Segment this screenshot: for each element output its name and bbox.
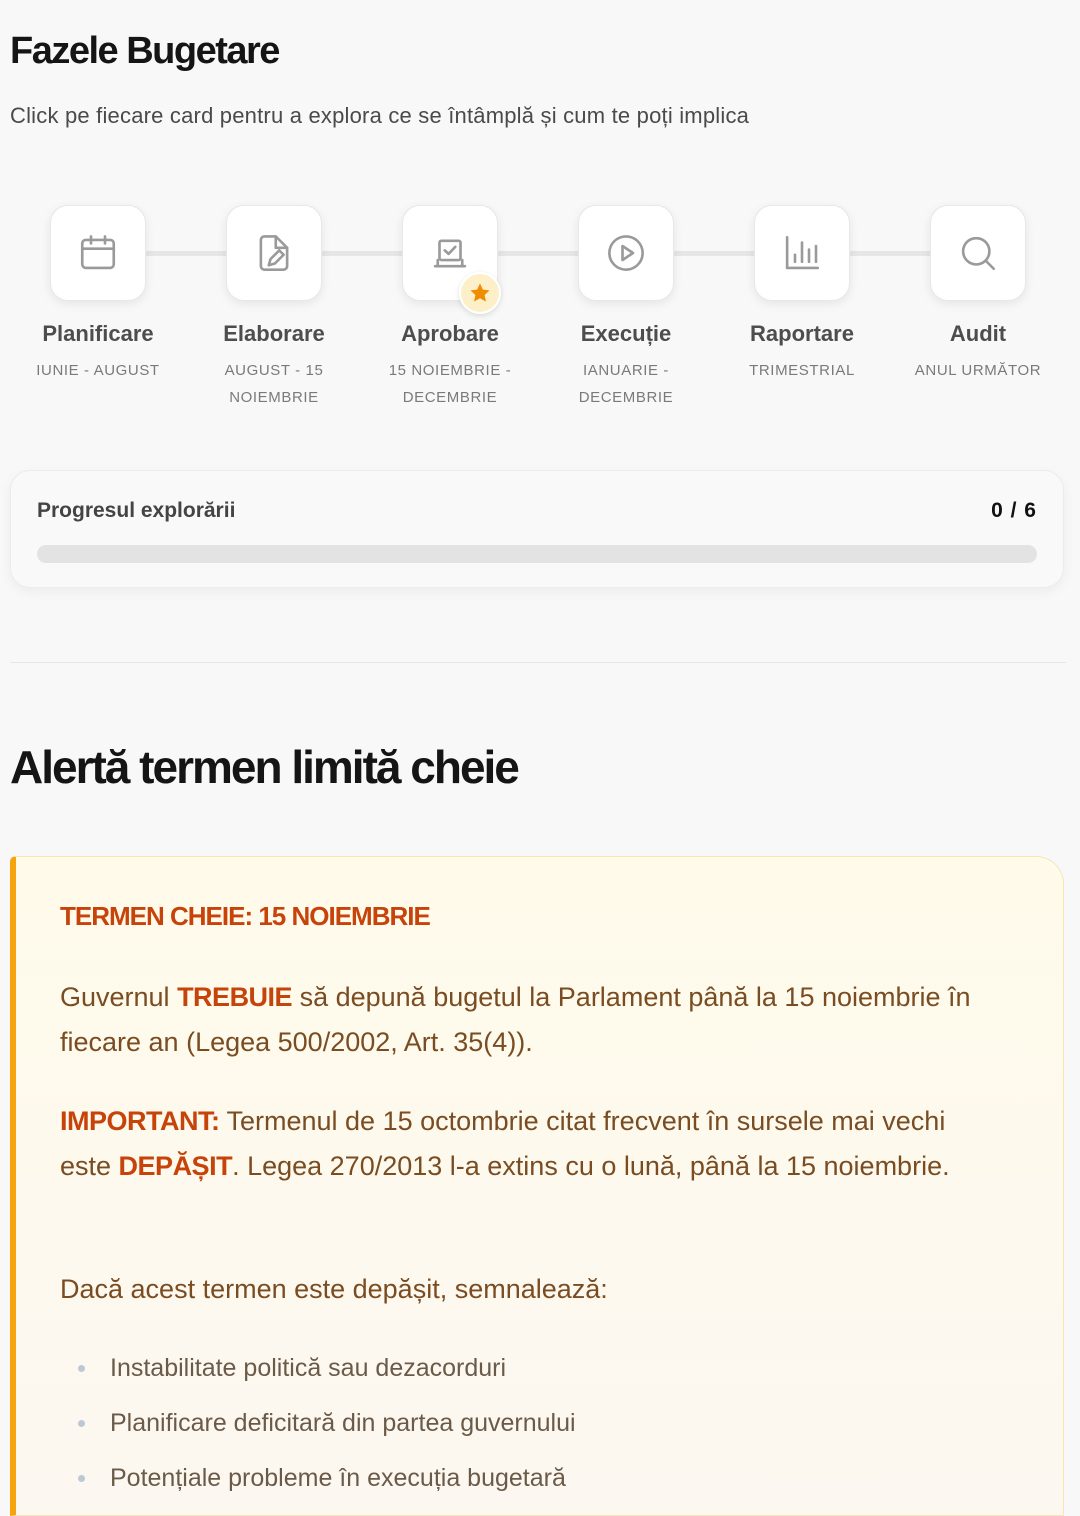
bar-chart-icon [781, 232, 823, 274]
calendar-icon [77, 232, 119, 274]
alert-paragraph-signals: Dacă acest termen este depășit, semnalează: [60, 1274, 608, 1304]
alert-paragraph-important [60, 1099, 1000, 1189]
alert-emphasis: IMPORTANT: [60, 1106, 220, 1136]
phase-card[interactable] [578, 205, 674, 301]
phase-planificare[interactable] [10, 205, 186, 384]
alert-emphasis: DEPĂȘIT [118, 1151, 233, 1181]
phase-timeline [0, 205, 1080, 425]
alert-text: Guvernul [60, 982, 178, 1012]
list-item [60, 1451, 1000, 1506]
phase-executie[interactable] [538, 205, 714, 411]
deadline-alert-card [10, 856, 1064, 1516]
play-icon [605, 232, 647, 274]
alert-emphasis: TREBUIE [177, 982, 293, 1012]
exploration-progress-card [10, 470, 1064, 588]
list-item-text: Instabilitate politică sau dezacorduri [110, 1354, 507, 1382]
alert-text: Termenul de 15 octombrie citat frecvent în sursele mai vechi este [60, 1106, 946, 1181]
phase-card[interactable] [402, 205, 498, 301]
phase-period: IUNIE - AUGUST [36, 362, 160, 379]
alert-text: să depună bugetul la Parlament până la 15 noiembrie în fiecare an (Legea 500/2002, Art. 35(4)). [60, 982, 971, 1057]
phase-card[interactable] [754, 205, 850, 301]
document-edit-icon [253, 232, 295, 274]
phase-period: IANUARIE - DECEMBRIE [578, 362, 674, 406]
page-subtitle: Click pe fiecare card pentru a explora ce se întâmplă și cum te poți implica [10, 103, 750, 128]
phase-name: Aprobare [401, 321, 499, 346]
phase-elaborare[interactable] [186, 205, 362, 411]
section-divider [10, 662, 1066, 663]
alert-paragraph-deadline [60, 975, 1000, 1065]
progress-count: 0 / 6 [991, 499, 1037, 522]
alert-heading: TERMEN CHEIE: 15 NOIEMBRIE [60, 901, 430, 931]
list-item [60, 1396, 1000, 1451]
phase-name: Elaborare [223, 321, 325, 346]
featured-badge [459, 272, 501, 314]
signal-list [60, 1341, 1000, 1506]
phase-audit[interactable] [890, 205, 1066, 384]
phase-raportare[interactable] [714, 205, 890, 384]
search-icon [957, 232, 999, 274]
phase-period: ANUL URMĂTOR [914, 362, 1042, 379]
star-icon [468, 281, 492, 305]
phase-period: TRIMESTRIAL [749, 362, 855, 379]
progress-label: Progresul explorării [37, 499, 236, 522]
progress-bar [37, 545, 1037, 563]
phase-aprobare[interactable] [362, 205, 538, 411]
phase-card[interactable] [50, 205, 146, 301]
bullet-dot [78, 1475, 85, 1482]
phase-name: Audit [949, 321, 1007, 346]
phase-name: Planificare [42, 321, 154, 346]
page-title: Fazele Bugetare [10, 30, 279, 72]
list-item-text: Planificare deficitară din partea guvernului [110, 1409, 576, 1437]
section-title: Alertă termen limită cheie [10, 741, 518, 793]
list-item-text: Potențiale probleme în execuția bugetară [110, 1464, 566, 1492]
phase-card[interactable] [930, 205, 1026, 301]
list-item [60, 1341, 1000, 1396]
bullet-dot [78, 1420, 85, 1427]
vote-check-icon [429, 232, 471, 274]
phase-name: Raportare [750, 321, 854, 346]
bullet-dot [78, 1365, 85, 1372]
phase-period: AUGUST - 15 NOIEMBRIE [224, 362, 324, 406]
phase-period: 15 NOIEMBRIE - DECEMBRIE [388, 362, 512, 406]
phase-name: Execuție [580, 321, 672, 346]
phase-card[interactable] [226, 205, 322, 301]
alert-text: . Legea 270/2013 l-a extins cu o lună, până la 15 noiembrie. [232, 1151, 950, 1181]
